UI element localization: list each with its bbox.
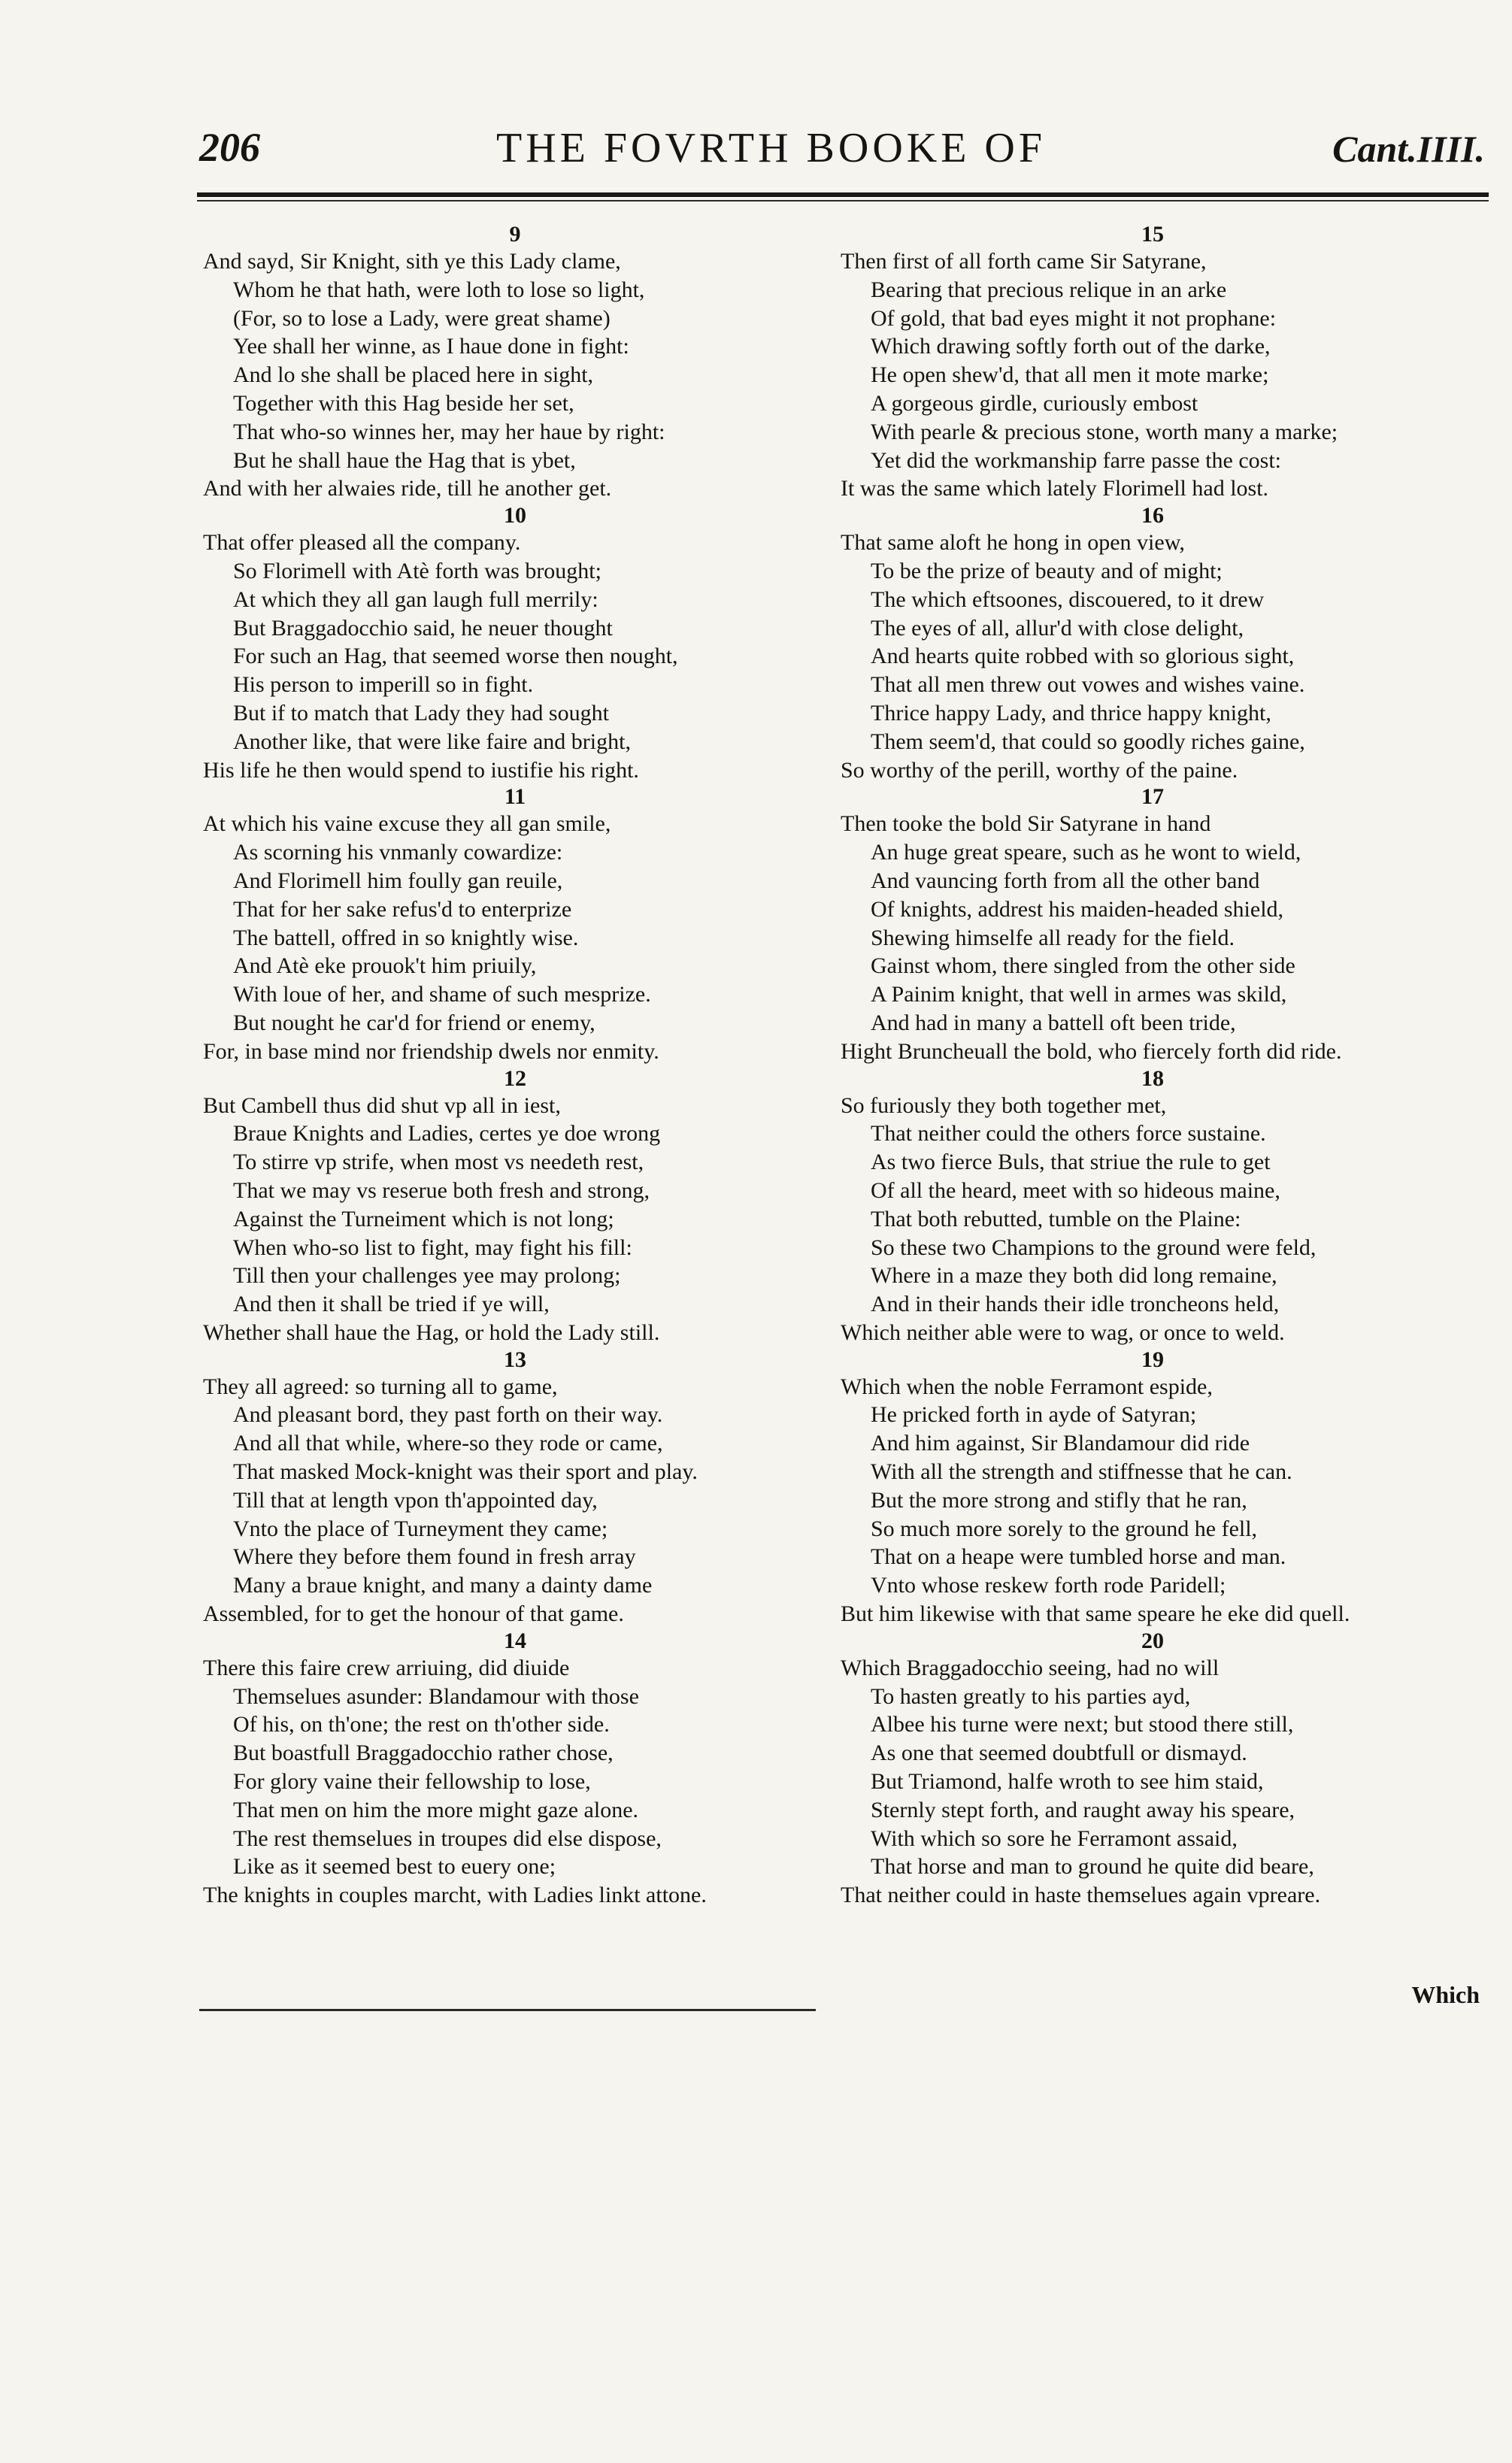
verse-line: But Braggadocchio said, he neuer thought (233, 615, 613, 641)
verse-line: Together with this Hag beside her set, (233, 390, 574, 416)
page-title: THE FOVRTH BOOKE OF (496, 125, 1046, 171)
verse-line: Which Braggadocchio seeing, had no will (841, 1655, 1220, 1680)
verse-line: Albee his turne were next; but stood there still, (871, 1712, 1294, 1737)
verse-line: That men on him the more might gaze alone. (233, 1797, 639, 1822)
verse-line: That offer pleased all the company. (203, 530, 521, 556)
verse-line: For such an Hag, that seemed worse then nought, (233, 644, 678, 669)
verse-line: And pleasant bord, they past forth on their way. (233, 1402, 663, 1428)
verse-line: So worthy of the perill, worthy of the paine. (841, 757, 1238, 783)
stanza (203, 222, 827, 503)
verse-line: Vnto whose reskew forth rode Paridell; (871, 1573, 1226, 1598)
verse-line: Then first of all forth came Sir Satyrane, (841, 249, 1207, 274)
verse-line: When who-so list to fight, may fight his fill: (233, 1235, 632, 1260)
verse-line: Gainst whom, there singled from the other side (871, 953, 1295, 979)
verse-line: Then tooke the bold Sir Satyrane in hand (841, 811, 1211, 837)
verse-line: Till that at length vpon th'appointed day, (233, 1487, 598, 1513)
verse-line: Sternly stept forth, and raught away his speare, (871, 1797, 1295, 1822)
verse-line: He pricked forth in ayde of Satyran; (871, 1402, 1197, 1428)
verse-line: Till then your challenges yee may prolong; (233, 1263, 621, 1289)
verse-line: That all men threw out vowes and wishes vaine. (871, 672, 1305, 698)
stanza-number: 12 (504, 1065, 526, 1091)
verse-line: And all that while, where-so they rode or came, (233, 1431, 663, 1456)
verse-line: Yee shall her winne, as I haue done in fight: (233, 334, 629, 359)
verse-line: Where they before them found in fresh array (233, 1544, 636, 1570)
verse-line: And lo she shall be placed here in sight, (233, 362, 594, 388)
verse-line: Like as it seemed best to euery one; (233, 1854, 556, 1880)
stanza-number: 9 (509, 222, 521, 247)
stanza-number: 20 (1141, 1628, 1164, 1653)
verse-line: A gorgeous girdle, curiously embost (871, 390, 1198, 416)
verse-line: With all the strength and stiffnesse that he can. (871, 1459, 1292, 1485)
verse-line: Which neither able were to wag, or once to weld. (841, 1319, 1285, 1345)
verse-line: That both rebutted, tumble on the Plaine: (871, 1206, 1241, 1232)
stanza (841, 222, 1465, 503)
verse-line: That same aloft he hong in open view, (841, 530, 1185, 556)
verse-line: The battell, offred in so knightly wise. (233, 925, 579, 950)
verse-line: And Atè eke prouok't him priuily, (233, 953, 537, 979)
stanza (841, 784, 1465, 1065)
verse-line: At which they all gan laugh full merrily: (233, 586, 598, 612)
verse-line: The rest themselues in troupes did else dispose, (233, 1825, 662, 1851)
catchword: Which (1411, 1981, 1480, 2008)
verse-line: But him likewise with that same speare he eke did quell. (841, 1601, 1350, 1627)
verse-line: Where in a maze they both did long remaine, (871, 1263, 1277, 1289)
verse-line: That neither could in haste themselues again vpreare. (841, 1883, 1321, 1908)
stanza-number: 16 (1141, 503, 1164, 529)
verse-line: His life he then would spend to iustifie his right. (203, 757, 639, 783)
verse-line: And hearts quite robbed with so glorious sight, (871, 644, 1295, 669)
stanza-number: 14 (504, 1628, 526, 1653)
verse-line: And then it shall be tried if ye will, (233, 1292, 550, 1317)
canto-label: Cant.IIII. (1332, 128, 1485, 170)
verse-line: With pearle & precious stone, worth many a marke; (871, 419, 1338, 444)
stanza-number: 11 (504, 784, 526, 810)
stanza (203, 503, 827, 784)
verse-line: Braue Knights and Ladies, certes ye doe wrong (233, 1121, 661, 1147)
verse-line: To stirre vp strife, when most vs needeth rest, (233, 1150, 644, 1175)
verse-line: And Florimell him foully gan reuile, (233, 868, 563, 893)
verse-line: Hight Bruncheuall the bold, who fiercely forth did ride. (841, 1038, 1342, 1064)
verse-line: But boastfull Braggadocchio rather chose, (233, 1740, 614, 1766)
verse-line: The knights in couples marcht, with Ladies linkt attone. (203, 1883, 707, 1908)
verse-line: It was the same which lately Florimell had lost. (841, 476, 1269, 501)
verse-line: But he shall haue the Hag that is ybet, (233, 447, 576, 473)
verse-line: So furiously they both together met, (841, 1092, 1167, 1118)
verse-line: But Cambell thus did shut vp all in iest, (203, 1092, 561, 1118)
stanza-number: 10 (504, 503, 526, 529)
verse-line: And in their hands their idle troncheons held, (871, 1292, 1280, 1317)
verse-line: That who-so winnes her, may her haue by right: (233, 419, 665, 444)
stanza (841, 1066, 1465, 1347)
verse-line: Themselues asunder: Blandamour with those (233, 1683, 639, 1709)
stanza (203, 1066, 827, 1347)
verse-line: That horse and man to ground he quite did beare, (871, 1854, 1314, 1880)
stanza-number: 17 (1141, 784, 1164, 810)
verse-line: Yet did the workmanship farre passe the cost: (871, 447, 1282, 473)
verse-line: A Painim knight, that well in armes was skild, (871, 982, 1287, 1007)
stanza (841, 1347, 1465, 1628)
right-column (841, 222, 1465, 1910)
verse-line: As scorning his vnmanly cowardize: (233, 840, 563, 865)
verse-line: For glory vaine their fellowship to lose, (233, 1769, 591, 1795)
stanza (841, 1628, 1465, 1910)
left-column (203, 222, 827, 1910)
verse-line: Which when the noble Ferramont espide, (841, 1374, 1213, 1399)
verse-line: And with her alwaies ride, till he another get. (203, 476, 612, 501)
verse-line: But Triamond, halfe wroth to see him staid, (871, 1769, 1264, 1795)
header-rule-thin (197, 200, 1489, 201)
verse-line: As one that seemed doubtfull or dismayd. (871, 1740, 1247, 1766)
header-rule (197, 192, 1489, 197)
running-head (199, 124, 1485, 184)
verse-line: There this faire crew arriuing, did diuide (203, 1655, 570, 1680)
verse-line: As two fierce Buls, that striue the rule to get (871, 1150, 1271, 1175)
verse-line: To be the prize of beauty and of might; (871, 558, 1223, 583)
verse-line: The which eftsoones, discouered, to it drew (871, 586, 1265, 612)
verse-line: And vauncing forth from all the other band (871, 868, 1260, 893)
verse-line: Of all the heard, meet with so hideous maine, (871, 1177, 1280, 1203)
verse-line: Whom he that hath, were loth to lose so light, (233, 277, 645, 302)
verse-line: Thrice happy Lady, and thrice happy knight, (871, 700, 1271, 726)
verse-line: Vnto the place of Turneyment they came; (233, 1516, 608, 1541)
verse-line: But the more strong and stifly that he ran, (871, 1487, 1247, 1513)
page-number: 206 (199, 125, 260, 170)
verse-line: That we may vs reserue both fresh and strong, (233, 1177, 650, 1203)
stanza (841, 503, 1465, 784)
verse-line: Them seem'd, that could so goodly riches gaine, (871, 729, 1305, 754)
verse-line: Another like, that were like faire and bright, (233, 729, 631, 754)
verse-line: Against the Turneiment which is not long; (233, 1206, 614, 1232)
verse-line: Which drawing softly forth out of the darke, (871, 334, 1271, 359)
verse-line: Of knights, addrest his maiden-headed shield, (871, 896, 1284, 922)
verse-line: At which his vaine excuse they all gan smile, (203, 811, 611, 837)
verse-line: And sayd, Sir Knight, sith ye this Lady clame, (203, 249, 621, 274)
verse-line: And him against, Sir Blandamour did ride (871, 1431, 1250, 1456)
stanza-number: 13 (504, 1347, 526, 1372)
stanza-number: 18 (1141, 1065, 1164, 1091)
verse-line: With which so sore he Ferramont assaid, (871, 1825, 1238, 1851)
stanza (203, 1347, 827, 1628)
verse-line: That masked Mock-knight was their sport and play. (233, 1459, 698, 1485)
stanza (203, 784, 827, 1065)
verse-line: An huge great speare, such as he wont to wield, (871, 840, 1301, 865)
verse-line: So these two Champions to the ground were feld, (871, 1235, 1317, 1260)
stanza-number: 15 (1141, 222, 1164, 247)
verse-line: Many a braue knight, and many a dainty dame (233, 1573, 653, 1598)
verse-line: Of his, on th'one; the rest on th'other side. (233, 1712, 610, 1737)
verse-line: But nought he car'd for friend or enemy, (233, 1010, 595, 1035)
verse-line: That for her sake refus'd to enterprize (233, 896, 572, 922)
footer-rule (199, 2009, 816, 2011)
verse-line: The eyes of all, allur'd with close delight, (871, 615, 1244, 641)
verse-line: That neither could the others force sustaine. (871, 1121, 1266, 1147)
stanza-number: 19 (1141, 1347, 1164, 1372)
verse-line: That on a heape were tumbled horse and man. (871, 1544, 1286, 1570)
verse-line: But if to match that Lady they had sought (233, 700, 609, 726)
verse-line: Of gold, that bad eyes might it not prophane: (871, 305, 1277, 331)
verse-line: And had in many a battell oft been tride, (871, 1010, 1236, 1035)
verse-line: His person to imperill so in fight. (233, 672, 534, 698)
verse-line: So Florimell with Atè forth was brought; (233, 558, 601, 583)
verse-line: For, in base mind nor friendship dwels nor enmity. (203, 1038, 659, 1064)
verse-line: (For, so to lose a Lady, were great shame) (233, 305, 611, 331)
verse-line: He open shew'd, that all men it mote marke; (871, 362, 1269, 388)
verse-line: Bearing that precious relique in an arke (871, 277, 1227, 302)
verse-line: So much more sorely to the ground he fell, (871, 1516, 1258, 1541)
verse-line: To hasten greatly to his parties ayd, (871, 1683, 1191, 1709)
verse-line: Whether shall haue the Hag, or hold the Lady still. (203, 1319, 660, 1345)
verse-line: Assembled, for to get the honour of that game. (203, 1601, 624, 1627)
verse-line: They all agreed: so turning all to game, (203, 1374, 558, 1399)
stanza (203, 1628, 827, 1910)
verse-line: Shewing himselfe all ready for the field. (871, 925, 1235, 950)
verse-line: With loue of her, and shame of such mesprize. (233, 982, 651, 1007)
